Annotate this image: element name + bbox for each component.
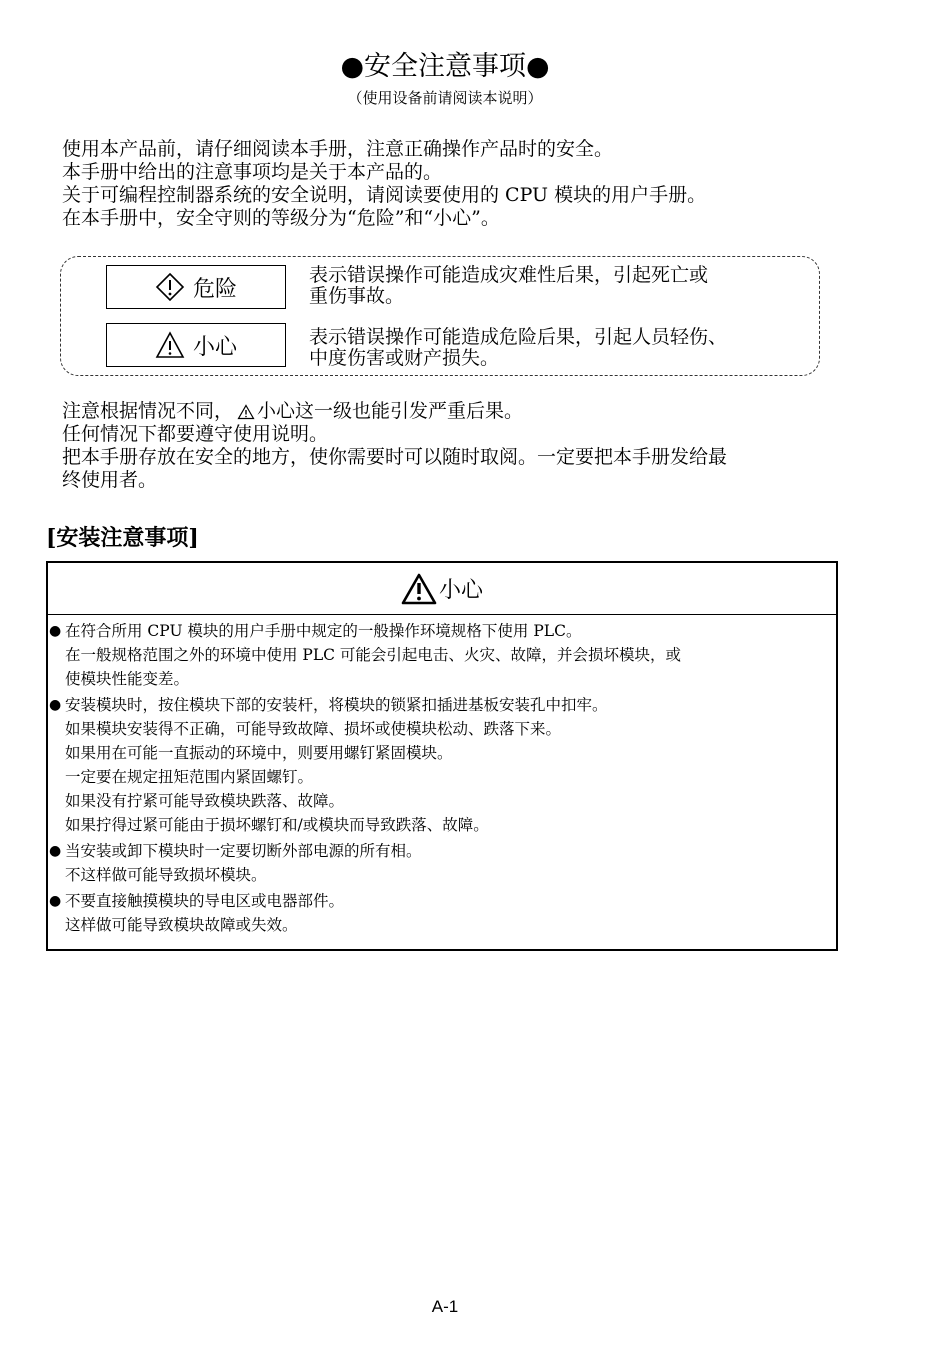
- notes-text: 注意根据情况不同，: [62, 400, 234, 422]
- notes-line: 终使用者。: [62, 469, 158, 491]
- item-line: 不这样做可能导致损坏模块。: [65, 866, 267, 884]
- list-item: [48, 839, 826, 887]
- intro-line: 本手册中给出的注意事项均是关于本产品的。: [62, 161, 443, 183]
- caution-label-box: [106, 323, 286, 367]
- page-title: ●安全注意事项●: [340, 51, 550, 82]
- list-item: [48, 619, 826, 691]
- list-item: [48, 693, 826, 837]
- danger-desc-line: 重伤事故。: [309, 285, 405, 307]
- notes-text: 小心这一级也能引发严重后果。: [257, 400, 524, 422]
- danger-label: 危险: [192, 276, 237, 302]
- notes-line: 任何情况下都要遵守使用说明。: [62, 423, 329, 445]
- danger-diamond-icon: [155, 272, 185, 302]
- bullet-icon: ●: [49, 697, 62, 713]
- item-line: 在一般规格范围之外的环境中使用 PLC 可能会引起电击、火灾、故障，并会损坏模块，或: [65, 646, 681, 664]
- bullet-icon: ●: [49, 623, 62, 639]
- caution-desc-line: 表示错误操作可能造成危险后果，引起人员轻伤、: [309, 326, 728, 348]
- item-line: 如果模块安装得不正确，可能导致故障、损坏或使模块松动、跌落下来。: [65, 720, 562, 738]
- section-heading: [安装注意事项]: [46, 525, 199, 551]
- caution-box: [46, 561, 838, 951]
- danger-description: [309, 265, 799, 307]
- caution-box-title: 小心: [438, 578, 483, 603]
- item-line: 不要直接触摸模块的导电区或电器部件。: [65, 892, 345, 910]
- danger-label-box: [106, 265, 286, 309]
- page-number: A-1: [431, 1297, 459, 1316]
- hazard-legend: [60, 256, 820, 376]
- bullet-icon: ●: [49, 893, 62, 909]
- notes-line: 把本手册存放在安全的地方，使你需要时可以随时取阅。一定要把本手册发给最: [62, 446, 728, 468]
- warning-triangle-icon: [237, 404, 255, 420]
- item-line: 使模块性能变差。: [65, 670, 190, 688]
- item-line: 如果拧得过紧可能由于损坏螺钉和/或模块而导致跌落、故障。: [65, 816, 489, 834]
- item-line: 如果没有拧紧可能导致模块跌落、故障。: [65, 792, 345, 810]
- caution-desc-line: 中度伤害或财产损失。: [309, 347, 500, 369]
- caution-label: 小心: [192, 334, 237, 360]
- bullet-icon: ●: [49, 843, 62, 859]
- warning-triangle-icon: [401, 573, 437, 605]
- intro-line: 关于可编程控制器系统的安全说明，请阅读要使用的 CPU 模块的用户手册。: [62, 184, 707, 206]
- usage-notes: [62, 400, 852, 492]
- item-line: 如果用在可能一直振动的环境中，则要用螺钉紧固模块。: [65, 744, 453, 762]
- item-line: 当安装或卸下模块时一定要切断外部电源的所有相。: [65, 842, 422, 860]
- item-line: 这样做可能导致模块故障或失效。: [65, 916, 298, 934]
- notes-line: [62, 400, 852, 423]
- caution-box-header: [48, 563, 836, 615]
- intro-line: 使用本产品前，请仔细阅读本手册，注意正确操作产品时的安全。: [62, 138, 614, 160]
- list-item: [48, 889, 826, 937]
- page-subtitle: （使用设备前请阅读本说明）: [347, 89, 543, 107]
- warning-triangle-icon: [155, 331, 185, 359]
- caution-description: [309, 327, 799, 369]
- intro-paragraph: [62, 138, 862, 230]
- item-line: 在符合所用 CPU 模块的用户手册中规定的一般操作环境规格下使用 PLC。: [65, 622, 582, 640]
- danger-desc-line: 表示错误操作可能造成灾难性后果，引起死亡或: [309, 264, 709, 286]
- item-line: 一定要在规定扭矩范围内紧固螺钉。: [65, 768, 314, 786]
- intro-line: 在本手册中，安全守则的等级分为“危险”和“小心”。: [62, 207, 500, 229]
- caution-items: [48, 615, 836, 937]
- item-line: 安装模块时，按住模块下部的安装杆，将模块的锁紧扣插进基板安装孔中扣牢。: [65, 696, 608, 714]
